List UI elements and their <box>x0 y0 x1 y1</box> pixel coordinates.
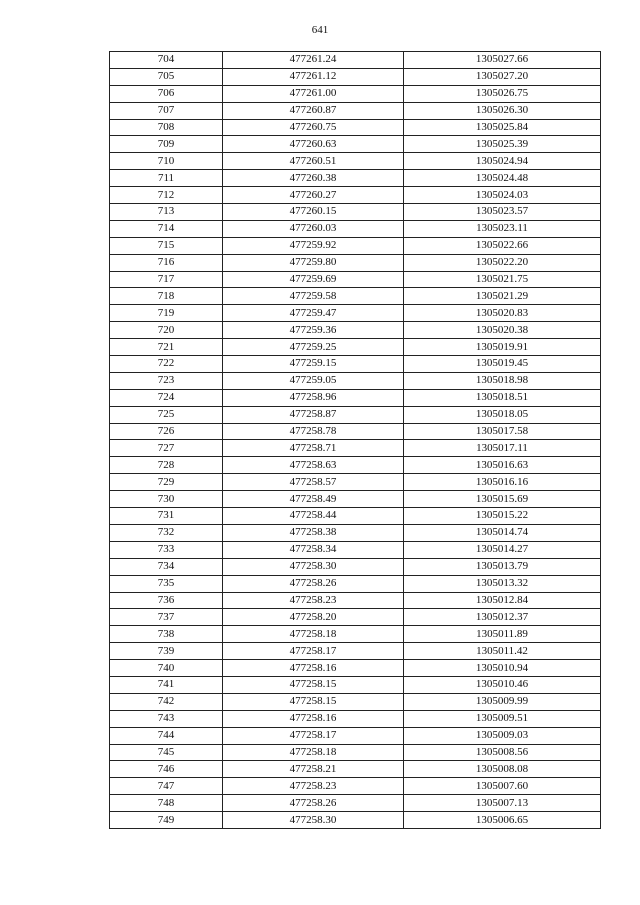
y-coordinate-cell: 1305022.20 <box>404 254 601 271</box>
y-coordinate-cell: 1305010.46 <box>404 676 601 693</box>
y-coordinate-cell: 1305023.57 <box>404 204 601 221</box>
x-coordinate-cell: 477259.80 <box>223 254 404 271</box>
y-coordinate-cell: 1305019.91 <box>404 339 601 356</box>
x-coordinate-cell: 477258.18 <box>223 626 404 643</box>
table-row <box>110 322 601 339</box>
x-coordinate-cell: 477259.69 <box>223 271 404 288</box>
table-row <box>110 727 601 744</box>
x-coordinate-cell: 477261.00 <box>223 85 404 102</box>
x-coordinate-cell: 477260.38 <box>223 170 404 187</box>
point-number-cell: 742 <box>110 693 223 710</box>
x-coordinate-cell: 477258.16 <box>223 710 404 727</box>
x-coordinate-cell: 477259.92 <box>223 237 404 254</box>
y-coordinate-cell: 1305019.45 <box>404 356 601 373</box>
table-row <box>110 356 601 373</box>
x-coordinate-cell: 477258.38 <box>223 524 404 541</box>
point-number-cell: 724 <box>110 389 223 406</box>
x-coordinate-cell: 477258.21 <box>223 761 404 778</box>
table-row <box>110 558 601 575</box>
x-coordinate-cell: 477260.87 <box>223 102 404 119</box>
table-row <box>110 457 601 474</box>
table-row <box>110 254 601 271</box>
point-number-cell: 745 <box>110 744 223 761</box>
y-coordinate-cell: 1305018.51 <box>404 389 601 406</box>
y-coordinate-cell: 1305021.29 <box>404 288 601 305</box>
table-row <box>110 119 601 136</box>
table-row <box>110 541 601 558</box>
y-coordinate-cell: 1305024.48 <box>404 170 601 187</box>
x-coordinate-cell: 477258.63 <box>223 457 404 474</box>
point-number-cell: 705 <box>110 68 223 85</box>
y-coordinate-cell: 1305025.84 <box>404 119 601 136</box>
table-row <box>110 288 601 305</box>
y-coordinate-cell: 1305026.30 <box>404 102 601 119</box>
table-row <box>110 812 601 829</box>
y-coordinate-cell: 1305027.20 <box>404 68 601 85</box>
table-row <box>110 660 601 677</box>
x-coordinate-cell: 477259.05 <box>223 372 404 389</box>
point-number-cell: 726 <box>110 423 223 440</box>
table-row <box>110 102 601 119</box>
x-coordinate-cell: 477258.15 <box>223 676 404 693</box>
point-number-cell: 740 <box>110 660 223 677</box>
y-coordinate-cell: 1305013.32 <box>404 575 601 592</box>
table-row <box>110 474 601 491</box>
point-number-cell: 718 <box>110 288 223 305</box>
table-row <box>110 491 601 508</box>
y-coordinate-cell: 1305020.83 <box>404 305 601 322</box>
point-number-cell: 748 <box>110 795 223 812</box>
point-number-cell: 749 <box>110 812 223 829</box>
y-coordinate-cell: 1305008.56 <box>404 744 601 761</box>
table-row <box>110 676 601 693</box>
y-coordinate-cell: 1305017.58 <box>404 423 601 440</box>
x-coordinate-cell: 477260.03 <box>223 220 404 237</box>
point-number-cell: 739 <box>110 643 223 660</box>
x-coordinate-cell: 477258.96 <box>223 389 404 406</box>
table-row <box>110 52 601 69</box>
table-row <box>110 423 601 440</box>
point-number-cell: 713 <box>110 204 223 221</box>
point-number-cell: 736 <box>110 592 223 609</box>
table-row <box>110 68 601 85</box>
x-coordinate-cell: 477259.15 <box>223 356 404 373</box>
table-row <box>110 440 601 457</box>
table-row <box>110 136 601 153</box>
y-coordinate-cell: 1305016.63 <box>404 457 601 474</box>
point-number-cell: 708 <box>110 119 223 136</box>
x-coordinate-cell: 477260.63 <box>223 136 404 153</box>
point-number-cell: 746 <box>110 761 223 778</box>
y-coordinate-cell: 1305015.22 <box>404 508 601 525</box>
table-row <box>110 744 601 761</box>
point-number-cell: 738 <box>110 626 223 643</box>
x-coordinate-cell: 477258.44 <box>223 508 404 525</box>
point-number-cell: 728 <box>110 457 223 474</box>
y-coordinate-cell: 1305014.74 <box>404 524 601 541</box>
point-number-cell: 721 <box>110 339 223 356</box>
point-number-cell: 712 <box>110 187 223 204</box>
table-row <box>110 406 601 423</box>
y-coordinate-cell: 1305017.11 <box>404 440 601 457</box>
y-coordinate-cell: 1305023.11 <box>404 220 601 237</box>
point-number-cell: 720 <box>110 322 223 339</box>
y-coordinate-cell: 1305011.89 <box>404 626 601 643</box>
y-coordinate-cell: 1305013.79 <box>404 558 601 575</box>
y-coordinate-cell: 1305014.27 <box>404 541 601 558</box>
x-coordinate-cell: 477258.30 <box>223 558 404 575</box>
y-coordinate-cell: 1305020.38 <box>404 322 601 339</box>
table-row <box>110 609 601 626</box>
y-coordinate-cell: 1305027.66 <box>404 52 601 69</box>
coordinates-table-body <box>110 52 601 829</box>
x-coordinate-cell: 477260.27 <box>223 187 404 204</box>
table-row <box>110 339 601 356</box>
point-number-cell: 744 <box>110 727 223 744</box>
x-coordinate-cell: 477258.26 <box>223 795 404 812</box>
point-number-cell: 707 <box>110 102 223 119</box>
table-row <box>110 85 601 102</box>
y-coordinate-cell: 1305015.69 <box>404 491 601 508</box>
x-coordinate-cell: 477259.36 <box>223 322 404 339</box>
table-row <box>110 761 601 778</box>
x-coordinate-cell: 477260.15 <box>223 204 404 221</box>
table-row <box>110 237 601 254</box>
x-coordinate-cell: 477259.25 <box>223 339 404 356</box>
table-row <box>110 187 601 204</box>
point-number-cell: 722 <box>110 356 223 373</box>
point-number-cell: 706 <box>110 85 223 102</box>
y-coordinate-cell: 1305012.84 <box>404 592 601 609</box>
point-number-cell: 737 <box>110 609 223 626</box>
x-coordinate-cell: 477259.47 <box>223 305 404 322</box>
x-coordinate-cell: 477258.23 <box>223 778 404 795</box>
table-row <box>110 508 601 525</box>
table-row <box>110 372 601 389</box>
y-coordinate-cell: 1305025.39 <box>404 136 601 153</box>
point-number-cell: 729 <box>110 474 223 491</box>
table-row <box>110 778 601 795</box>
x-coordinate-cell: 477259.58 <box>223 288 404 305</box>
point-number-cell: 734 <box>110 558 223 575</box>
x-coordinate-cell: 477258.30 <box>223 812 404 829</box>
coordinates-table <box>109 51 601 829</box>
point-number-cell: 717 <box>110 271 223 288</box>
x-coordinate-cell: 477258.57 <box>223 474 404 491</box>
point-number-cell: 704 <box>110 52 223 69</box>
point-number-cell: 723 <box>110 372 223 389</box>
y-coordinate-cell: 1305012.37 <box>404 609 601 626</box>
x-coordinate-cell: 477261.24 <box>223 52 404 69</box>
point-number-cell: 725 <box>110 406 223 423</box>
y-coordinate-cell: 1305016.16 <box>404 474 601 491</box>
x-coordinate-cell: 477258.87 <box>223 406 404 423</box>
y-coordinate-cell: 1305007.60 <box>404 778 601 795</box>
y-coordinate-cell: 1305021.75 <box>404 271 601 288</box>
table-row <box>110 575 601 592</box>
x-coordinate-cell: 477258.17 <box>223 727 404 744</box>
x-coordinate-cell: 477258.15 <box>223 693 404 710</box>
y-coordinate-cell: 1305007.13 <box>404 795 601 812</box>
point-number-cell: 733 <box>110 541 223 558</box>
table-row <box>110 524 601 541</box>
y-coordinate-cell: 1305010.94 <box>404 660 601 677</box>
y-coordinate-cell: 1305024.94 <box>404 153 601 170</box>
x-coordinate-cell: 477258.34 <box>223 541 404 558</box>
table-row <box>110 271 601 288</box>
point-number-cell: 715 <box>110 237 223 254</box>
y-coordinate-cell: 1305022.66 <box>404 237 601 254</box>
table-row <box>110 643 601 660</box>
y-coordinate-cell: 1305009.99 <box>404 693 601 710</box>
table-row <box>110 710 601 727</box>
point-number-cell: 747 <box>110 778 223 795</box>
x-coordinate-cell: 477258.18 <box>223 744 404 761</box>
table-row <box>110 389 601 406</box>
point-number-cell: 716 <box>110 254 223 271</box>
point-number-cell: 714 <box>110 220 223 237</box>
point-number-cell: 730 <box>110 491 223 508</box>
y-coordinate-cell: 1305009.03 <box>404 727 601 744</box>
point-number-cell: 709 <box>110 136 223 153</box>
x-coordinate-cell: 477258.23 <box>223 592 404 609</box>
point-number-cell: 727 <box>110 440 223 457</box>
y-coordinate-cell: 1305026.75 <box>404 85 601 102</box>
table-row <box>110 170 601 187</box>
table-row <box>110 305 601 322</box>
point-number-cell: 731 <box>110 508 223 525</box>
table-row <box>110 626 601 643</box>
y-coordinate-cell: 1305018.98 <box>404 372 601 389</box>
point-number-cell: 735 <box>110 575 223 592</box>
x-coordinate-cell: 477258.78 <box>223 423 404 440</box>
y-coordinate-cell: 1305011.42 <box>404 643 601 660</box>
table-row <box>110 693 601 710</box>
table-row <box>110 795 601 812</box>
table-row <box>110 153 601 170</box>
y-coordinate-cell: 1305018.05 <box>404 406 601 423</box>
table-row <box>110 204 601 221</box>
table-row <box>110 592 601 609</box>
point-number-cell: 732 <box>110 524 223 541</box>
x-coordinate-cell: 477258.16 <box>223 660 404 677</box>
y-coordinate-cell: 1305024.03 <box>404 187 601 204</box>
x-coordinate-cell: 477258.26 <box>223 575 404 592</box>
x-coordinate-cell: 477258.71 <box>223 440 404 457</box>
y-coordinate-cell: 1305008.08 <box>404 761 601 778</box>
x-coordinate-cell: 477258.20 <box>223 609 404 626</box>
point-number-cell: 710 <box>110 153 223 170</box>
x-coordinate-cell: 477261.12 <box>223 68 404 85</box>
table-row <box>110 220 601 237</box>
point-number-cell: 719 <box>110 305 223 322</box>
x-coordinate-cell: 477260.51 <box>223 153 404 170</box>
y-coordinate-cell: 1305009.51 <box>404 710 601 727</box>
x-coordinate-cell: 477260.75 <box>223 119 404 136</box>
x-coordinate-cell: 477258.17 <box>223 643 404 660</box>
x-coordinate-cell: 477258.49 <box>223 491 404 508</box>
point-number-cell: 741 <box>110 676 223 693</box>
point-number-cell: 711 <box>110 170 223 187</box>
point-number-cell: 743 <box>110 710 223 727</box>
y-coordinate-cell: 1305006.65 <box>404 812 601 829</box>
page-number: 641 <box>311 24 329 36</box>
